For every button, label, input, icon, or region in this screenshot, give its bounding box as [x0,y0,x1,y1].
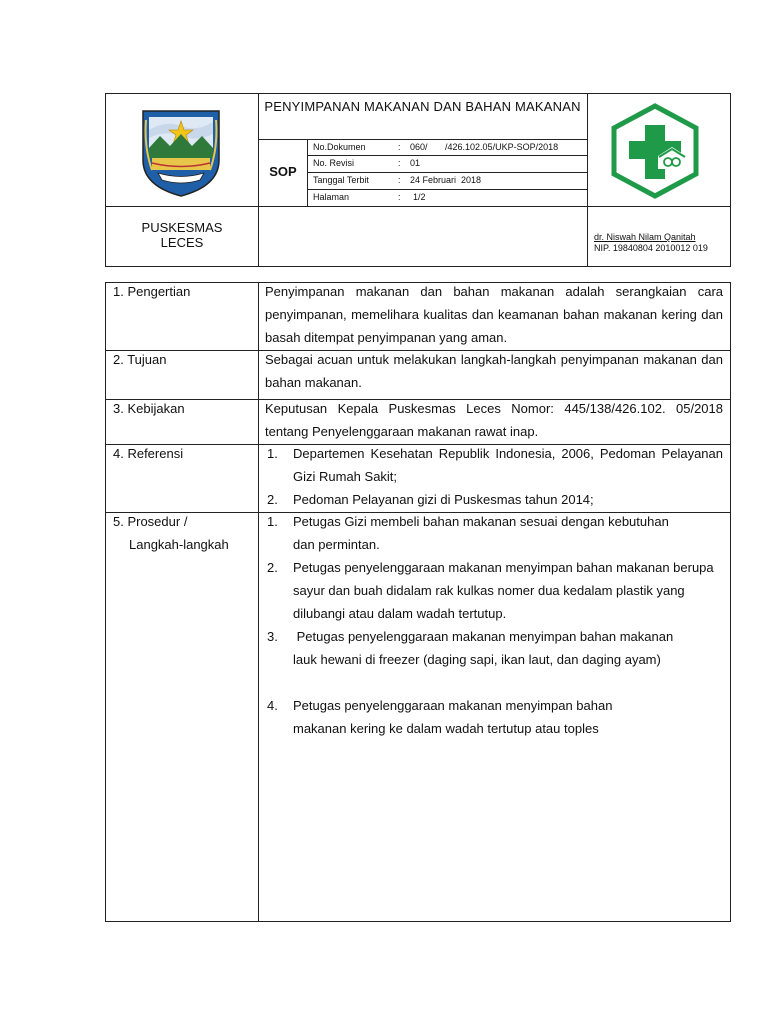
list-text: Petugas penyelenggaraan makanan menyimpan bahan makanan kering ke dalam wadah tertutup atau toples [293,698,613,736]
meta-colon: : [398,142,401,152]
signer-name: dr. Niswah Nilam Qanitah [594,232,696,242]
list-number: 4. [267,698,278,713]
list-number: 1. [267,514,278,529]
section-label-langkah: Langkah-langkah [129,537,229,552]
list-number: 1. [267,446,278,461]
regional-emblem-icon [140,108,222,198]
section-label-referensi: 4. Referensi [113,446,184,461]
section-label-pengertian: 1. Pengertian [113,284,191,299]
meta-value: 060/ /426.102.05/UKP-SOP/2018 [410,142,559,152]
meta-row-issue-date [308,173,587,189]
meta-label: No.Dokumen [313,142,366,152]
list-text: Departemen Kesehatan Republik Indonesia, 2006, Pedoman Pelayanan Gizi Rumah Sakit; [293,446,723,484]
section-text-kebijakan: Keputusan Kepala Puskesmas Leces Nomor: 445/138/426.102. 05/2018 tentang Penyelenggaraan makanan rawat inap. [265,401,723,439]
section-label-prosedur: 5. Prosedur / [113,514,188,529]
meta-colon: : [398,192,401,202]
list-number: 2. [267,560,278,575]
meta-label: No. Revisi [313,158,355,168]
puskesmas-logo-icon [610,103,700,199]
meta-value: 1/2 [413,192,426,202]
section-text-tujuan: Sebagai acuan untuk melakukan langkah-langkah penyimpanan makanan dan bahan makanan. [265,352,723,390]
meta-value: 01 [410,158,421,168]
list-text: Petugas Gizi membeli bahan makanan sesuai dengan kebutuhan dan permintan. [293,514,669,552]
list-text: Pedoman Pelayanan gizi di Puskesmas tahun 2014; [293,492,594,507]
meta-colon: : [398,175,401,185]
list-text: Petugas penyelenggaraan makanan menyimpan bahan makanan lauk hewani di freezer (daging sapi, ikan laut, dan daging ayam) [293,629,677,667]
meta-label: Tanggal Terbit [313,175,369,185]
sop-label: SOP [269,164,297,179]
section-label-kebijakan: 3. Kebijakan [113,401,185,416]
org-name: PUSKESMAS LECES [141,220,223,250]
meta-row-document-number [308,140,587,156]
header-divider-h1 [105,206,731,207]
meta-row-revision [308,156,587,172]
section-label-tujuan: 2. Tujuan [113,352,167,367]
list-number: 3. [267,629,278,644]
meta-colon: : [398,158,401,168]
document-title: PENYIMPANAN MAKANAN DAN BAHAN MAKANAN [264,99,581,114]
meta-row-page [308,190,587,206]
meta-value: 24 Februari 2018 [410,175,482,185]
signer-nip: NIP. 19840804 2010012 019 [594,243,708,253]
body-divider-v [258,282,259,922]
list-number: 2. [267,492,278,507]
meta-label: Halaman [313,192,350,202]
section-text-pengertian: Penyimpanan makanan dan bahan makanan adalah serangkaian cara penyimpanan, memelihara kualitas dan keamanan bahan makanan kering dan basah ditempat penyimpanan yang aman. [265,284,723,345]
header-divider-v2 [587,93,588,267]
list-text: Petugas penyelenggaraan makanan menyimpan bahan makanan berupa sayur dan buah didalam rak kulkas nomer dua kedalam plastik yang dilubangi atau dalam wadah tertutup. [293,560,714,621]
